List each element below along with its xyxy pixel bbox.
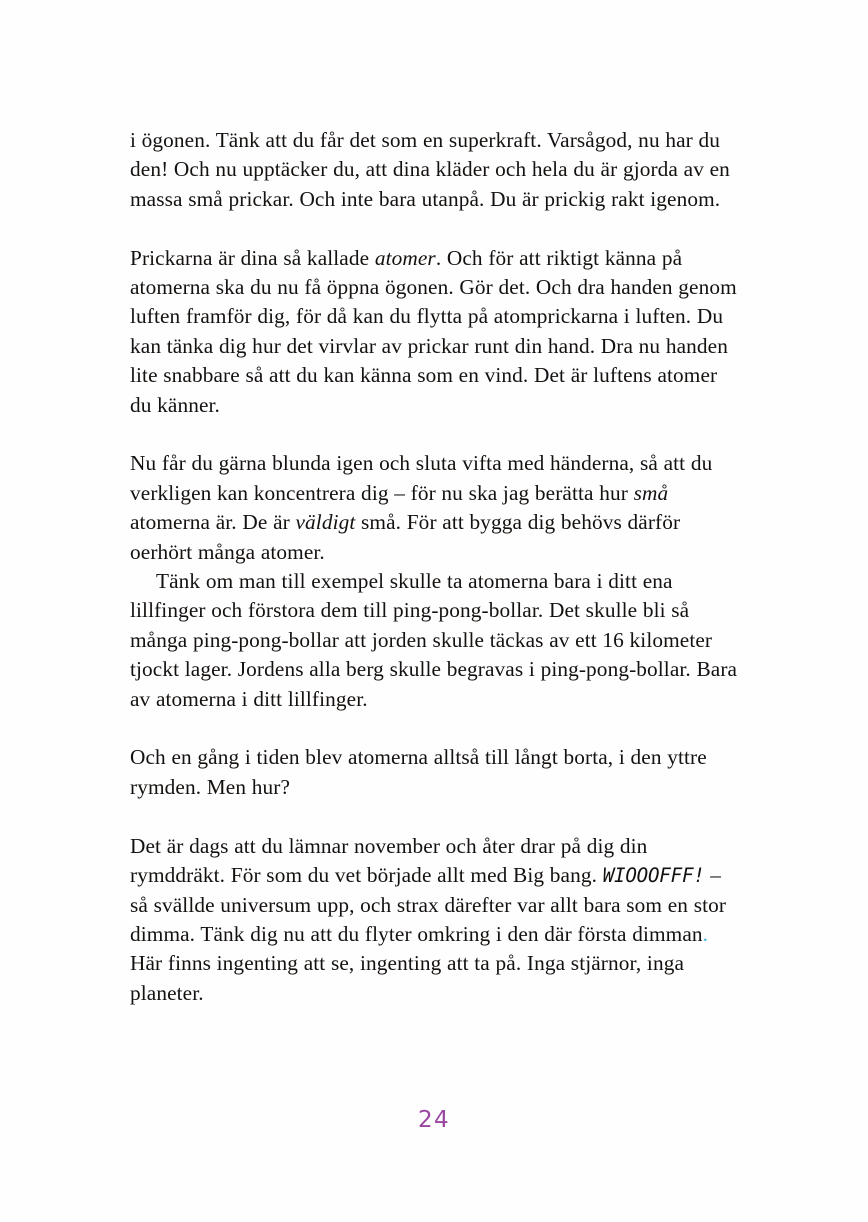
paragraph-6-lead: Det är dags att du lämnar november och åter drar på dig din rymddräkt. För som du vet började allt med Big bang. (130, 833, 648, 888)
paragraph-5-text: Och en gång i tiden blev atomerna alltså till långt borta, i den yttre rymden. Men hur? (130, 745, 707, 799)
paragraph-3 (130, 449, 740, 567)
paragraph-6-tail: Här finns ingenting att se, ingenting att ta på. Inga stjärnor, inga planeter. (130, 951, 685, 1005)
blue-period-mark: . (702, 921, 709, 946)
paragraph-6 (130, 832, 740, 1008)
paragraph-3-lead: Nu får du gärna blunda igen och sluta vifta med händerna, så att du verkligen kan koncentrera dig – för nu ska jag berätta hur (130, 451, 713, 505)
paragraph-4 (130, 567, 740, 714)
paragraph-2-tail: . Och för att riktigt känna på atomerna ska du nu få öppna ögonen. Gör det. Och dra handen genom luften framför dig, för då kan du flytta på atomprickarna i luften. Du kan tänka dig hur det virvlar av prickar runt din hand. Dra nu handen lite snabbare så att du kan känna som en vind. Det är luftens atomer du känner. (130, 245, 737, 417)
emphasis-valdigt: väldigt (295, 510, 356, 535)
emphasis-atomer: atomer (374, 245, 436, 270)
paragraph-4-text: Tänk om man till exempel skulle ta atomerna bara i ditt ena lillfinger och förstora dem till ping-pong-bollar. Det skulle bli så många ping-pong-bollar att jorden skulle täckas av ett 16 kilometer tjockt lager. Jordens alla berg skulle begravas i ping-pong-bollar. Bara av atomerna i ditt lillfinger. (130, 569, 738, 711)
paragraph-5 (130, 743, 740, 802)
paragraph-1-text: i ögonen. Tänk att du får det som en superkraft. Varsågod, nu har du den! Och nu upptäcker du, att dina kläder och hela du är gjorda av en massa små prickar. Och inte bara utanpå. Du är prickig rakt igenom. (130, 128, 730, 211)
sound-effect-wiooofff: WIOOOFFF! (602, 864, 705, 888)
page-number: 24 (417, 1107, 451, 1133)
paragraph-3-mid: atomerna är. De är (130, 510, 296, 535)
paragraph-6-mid: – så svällde universum upp, och strax därefter var allt bara som en stor dimma. Tänk dig nu att du flyter omkring i den där första dimman (130, 863, 727, 946)
paragraph-3-tail: små. För att bygga dig behövs därför oerhört många atomer. (130, 510, 681, 564)
paragraph-2-lead: Prickarna är dina så kallade (130, 245, 375, 270)
paragraph-2 (130, 244, 740, 420)
emphasis-sma: små (633, 480, 669, 505)
body-text-block (130, 126, 740, 1008)
paragraph-1 (130, 126, 740, 214)
